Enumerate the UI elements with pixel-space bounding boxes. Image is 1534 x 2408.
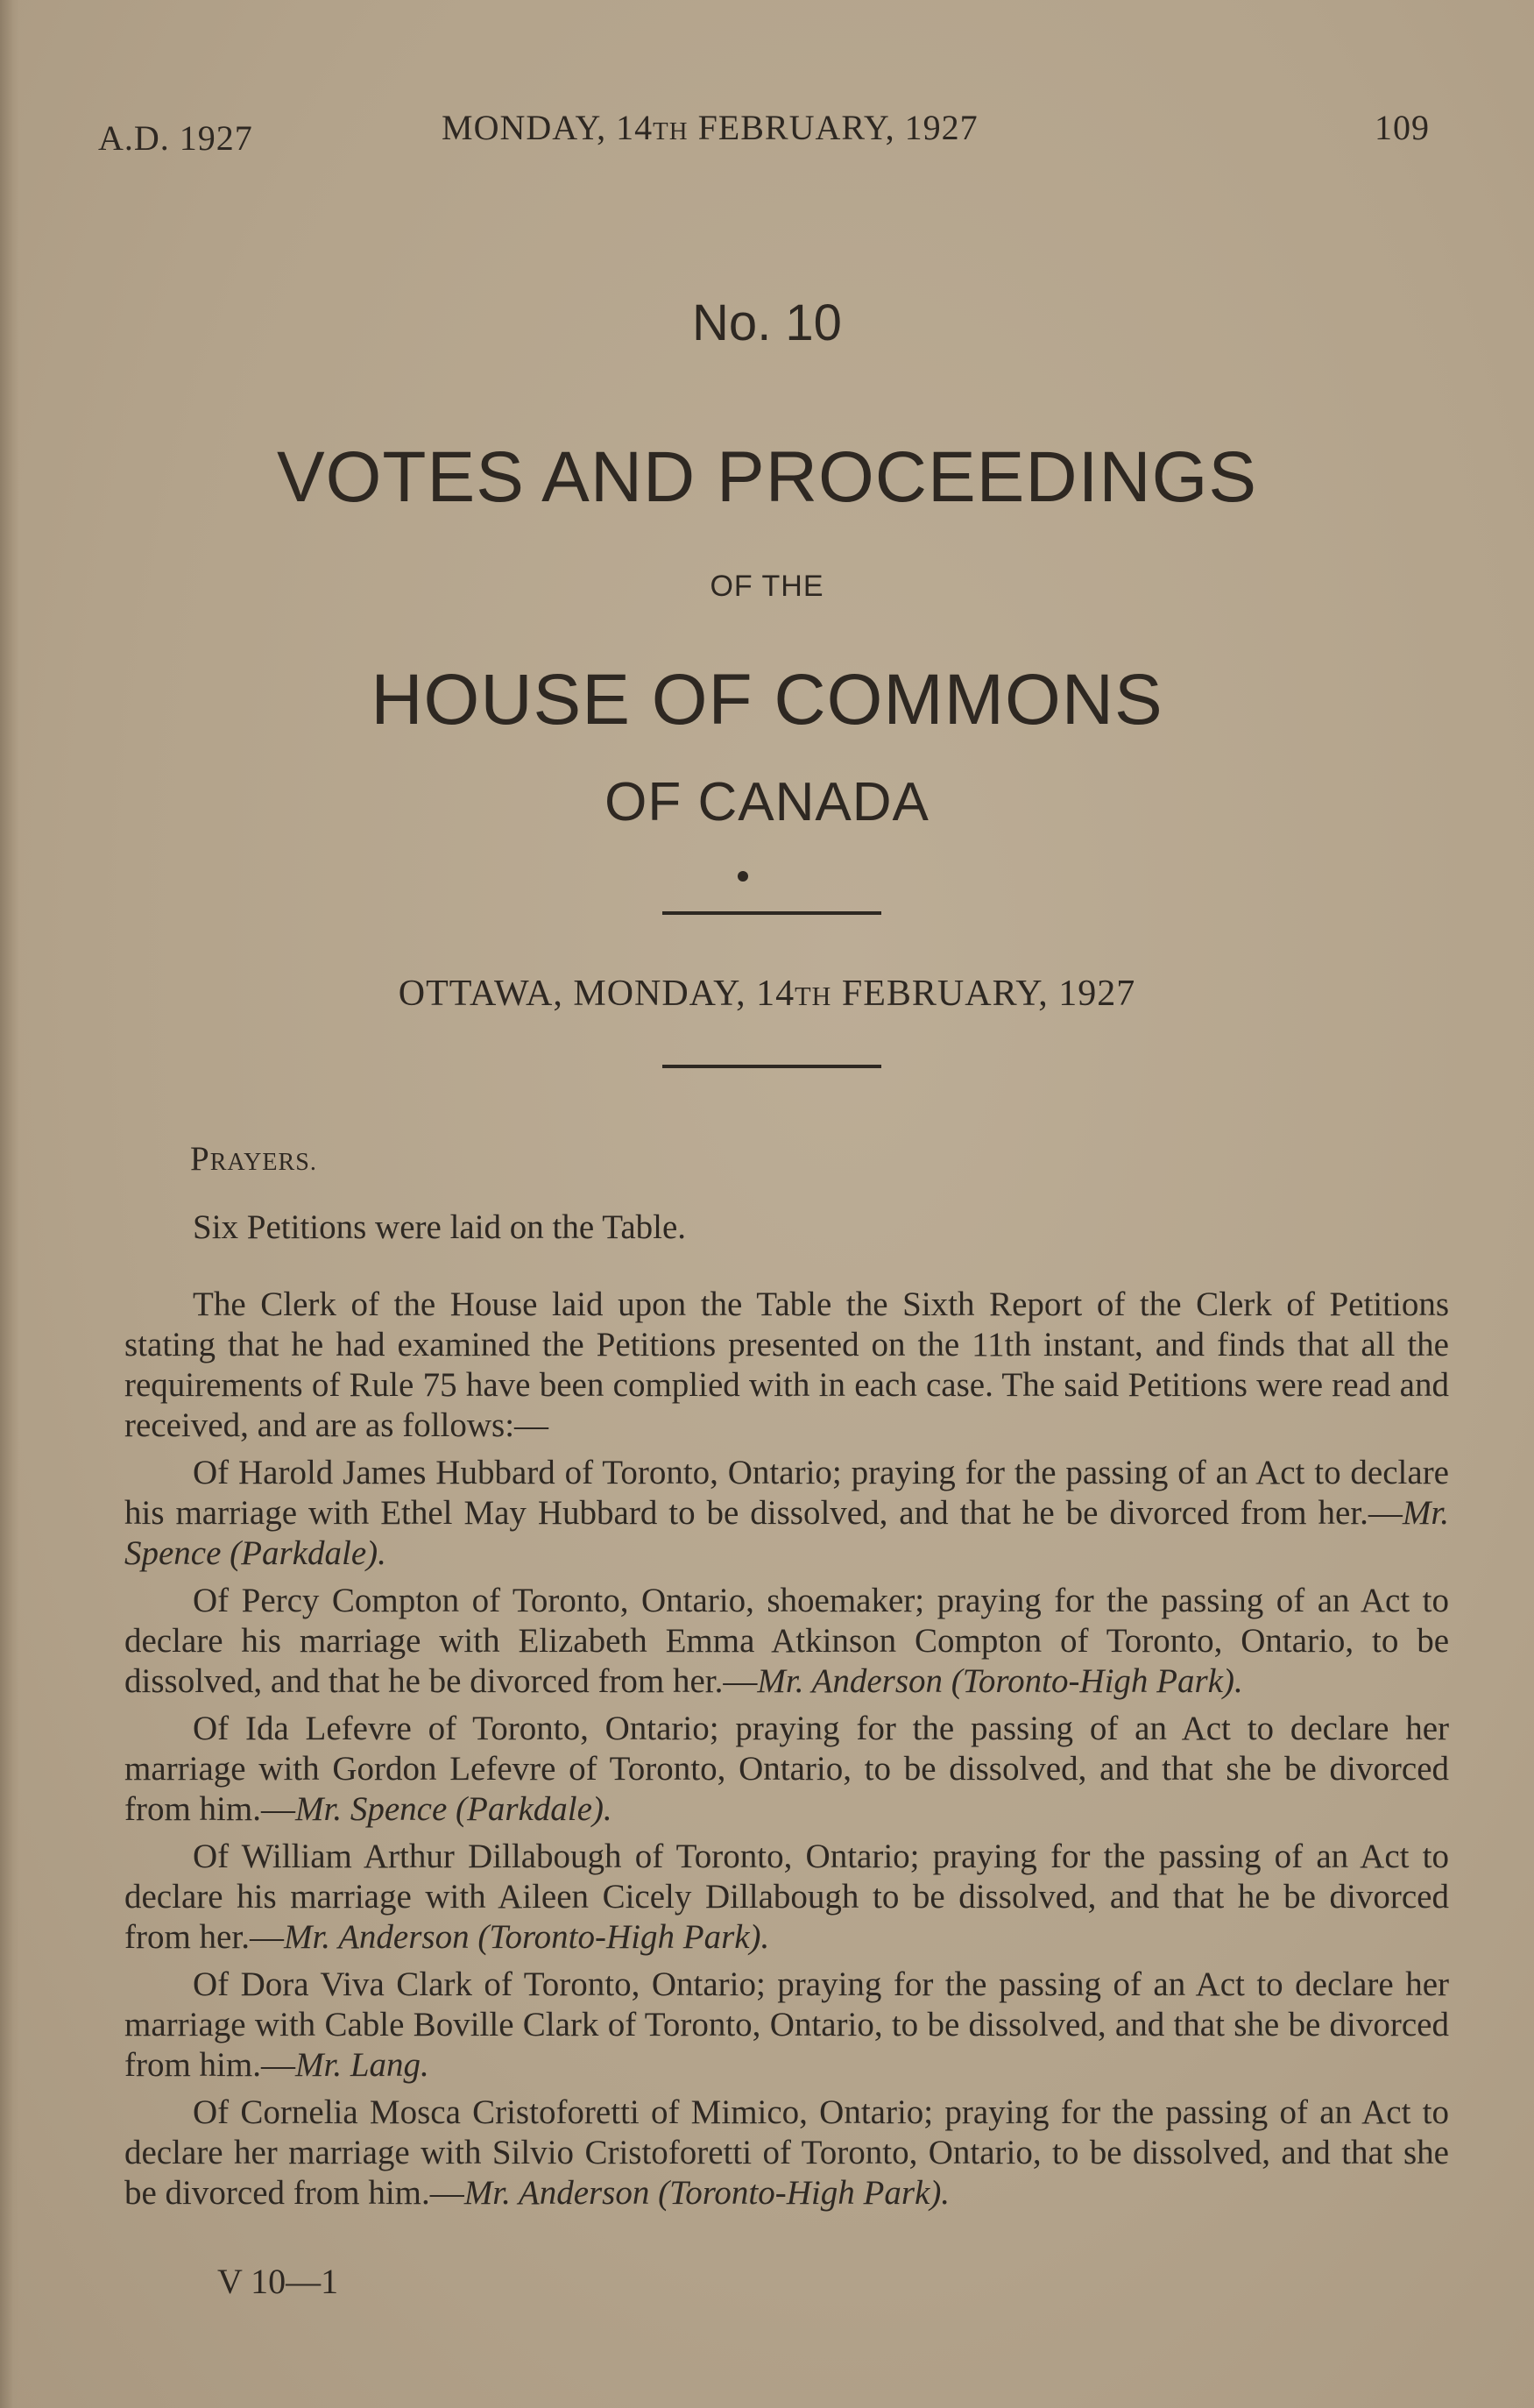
title-line-3: HOUSE OF COMMONS bbox=[371, 660, 1163, 740]
prayers-rest: RAYERS. bbox=[209, 1149, 317, 1176]
prayers-heading bbox=[124, 1139, 1449, 1183]
header-date-prefix: MONDAY, 14 bbox=[442, 108, 654, 147]
petition-text: Of Percy Compton of Toronto, Ontario, shoemaker; praying for the passing of an Act to declare his marriage with Elizabeth Emma Atkinson Compton of Toronto, Ontario, to be dissolved, and that he be divorced from her.— bbox=[124, 1582, 1449, 1700]
running-head bbox=[98, 107, 1430, 159]
petition-item bbox=[124, 1581, 1449, 1702]
proceedings-body bbox=[124, 1139, 1449, 2213]
petition-text: Of Cornelia Mosca Cristoforetti of Mimico, Ontario; praying for the passing of an Act to declare her marriage with Silvio Cristoforetti of Toronto, Ontario, to be dissolved, and that she be divorced from him.— bbox=[124, 2093, 1449, 2212]
ornament-dot bbox=[738, 871, 748, 882]
dateline-ordinal: TH bbox=[795, 981, 832, 1011]
petition-item bbox=[124, 2093, 1449, 2213]
header-year: A.D. 1927 bbox=[98, 118, 253, 158]
petitions-laid: Six Petitions were laid on the Table. bbox=[193, 1208, 687, 1246]
petition-text: Of William Arthur Dillabough of Toronto, Ontario; praying for the passing of an Act to declare his marriage with Aileen Cicely Dillabough to be dissolved, and that he be divorced from her.— bbox=[124, 1838, 1449, 1956]
clerk-report: The Clerk of the House laid upon the Table the Sixth Report of the Clerk of Petitions stating that he had examined the Petitions presented on the 11th instant, and finds that all the requirements of Rule 75 have been complied with in each case. The said Petitions were read and received, and are as follows:— bbox=[124, 1285, 1449, 1444]
dateline-suffix: FEBRUARY, 1927 bbox=[831, 974, 1136, 1014]
petition-item bbox=[124, 1709, 1449, 1830]
header-date bbox=[442, 107, 979, 148]
issue-number: No. 10 bbox=[692, 294, 842, 351]
petition-member: Mr. Spence (Parkdale). bbox=[294, 1790, 612, 1828]
petition-item bbox=[124, 1453, 1449, 1574]
petition-item bbox=[124, 1837, 1449, 1958]
title-line-4: OF CANADA bbox=[604, 772, 930, 832]
prayers-initial: P bbox=[190, 1140, 210, 1178]
petition-member: Mr. Anderson (Toronto-High Park). bbox=[757, 1662, 1243, 1700]
petition-member: Mr. Anderson (Toronto-High Park). bbox=[463, 2174, 951, 2212]
petition-text: Of Ida Lefevre of Toronto, Ontario; praying for the passing of an Act to declare her marriage with Gordon Lefevre of Toronto, Ontario, to be dissolved, and that she be divorced from him.— bbox=[124, 1710, 1449, 1828]
dateline bbox=[0, 973, 1534, 1015]
petition-text: Of Harold James Hubbard of Toronto, Ontario; praying for the passing of an Act to declare his marriage with Ethel May Hubbard to be dissolved, and that he be divorced from her.— bbox=[124, 1454, 1449, 1532]
signature-mark: V 10—1 bbox=[217, 2262, 339, 2301]
dateline-prefix: OTTAWA, MONDAY, 14 bbox=[398, 974, 795, 1014]
page-binding-edge bbox=[0, 0, 19, 2408]
petition-member: Mr. Lang. bbox=[294, 2046, 429, 2084]
header-date-suffix: FEBRUARY, 1927 bbox=[688, 108, 979, 147]
title-line-2: OF THE bbox=[710, 570, 824, 603]
title-line-1: VOTES AND PROCEEDINGS bbox=[276, 437, 1258, 517]
header-date-ordinal: TH bbox=[653, 117, 689, 145]
petition-member: Mr. Anderson (Toronto-High Park). bbox=[283, 1918, 770, 1956]
petition-member: Mr. Spence (Parkdale). bbox=[124, 1494, 1449, 1572]
page-number: 109 bbox=[1375, 108, 1430, 147]
divider-rule-top bbox=[662, 911, 881, 915]
petition-item bbox=[124, 1965, 1449, 2086]
petition-text: Of Dora Viva Clark of Toronto, Ontario; praying for the passing of an Act to declare her marriage with Cable Boville Clark of Toronto, Ontario, to be dissolved, and that she be divorced from him.— bbox=[124, 1965, 1449, 2084]
divider-rule-bottom bbox=[662, 1065, 881, 1068]
